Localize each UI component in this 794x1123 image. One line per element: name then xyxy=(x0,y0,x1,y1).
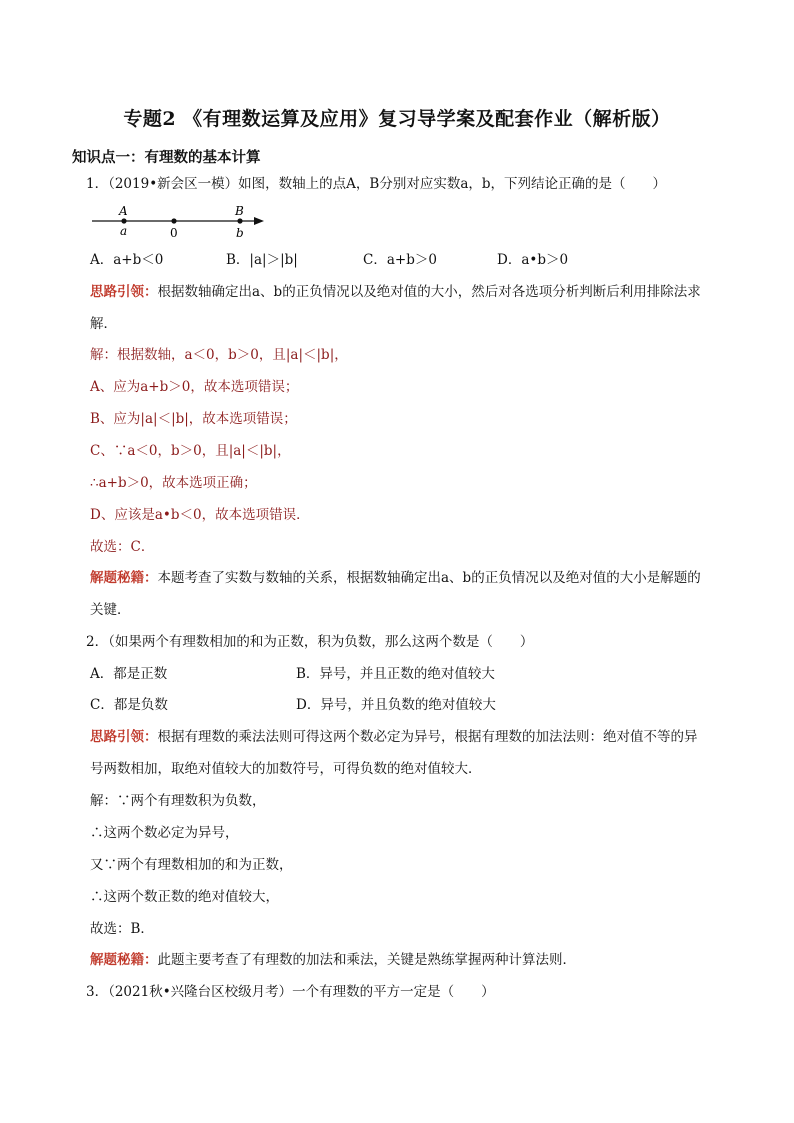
q2-key-label: 解题秘籍： xyxy=(90,952,158,968)
q2-solution-line-5: 故选：B． xyxy=(90,921,154,937)
label-zero: 0 xyxy=(170,226,178,240)
q2-key-line-1 xyxy=(90,950,576,970)
q2-hint-line-1 xyxy=(90,727,698,747)
point-zero-dot xyxy=(171,218,176,223)
label-a: a xyxy=(120,224,128,238)
q1-solution-line-5: ∴a+b＞0，故本选项正确； xyxy=(90,475,257,491)
number-line-arrow xyxy=(254,217,264,225)
q2-hint-label: 思路引领： xyxy=(90,729,158,745)
q2-hint-text-1: 根据有理数的乘法法则可得这两个数必定为异号，根据有理数的加法法则：绝对值不等的异 xyxy=(157,729,698,745)
point-a-dot xyxy=(121,218,126,223)
q1-solution-line-2: A、应为a+b＞0，故本选项错误； xyxy=(90,379,299,395)
q1-option-d: D．a•b＞0 xyxy=(497,252,569,268)
q2-option-c: C．都是负数 xyxy=(90,697,168,713)
q2-option-d: D．异号，并且负数的绝对值较大 xyxy=(296,697,496,713)
label-B: B xyxy=(235,204,244,218)
q2-solution-line-2: ∴这两个数必定为异号， xyxy=(90,825,239,841)
label-A: A xyxy=(119,204,128,218)
section-heading: 知识点一：有理数的基本计算 xyxy=(72,149,261,166)
q1-solution-line-4: C、∵a＜0，b＞0，且|a|＜|b|， xyxy=(90,443,291,459)
q1-option-a: A．a+b＜0 xyxy=(90,252,164,268)
label-b: b xyxy=(236,226,244,240)
q1-hint-label: 思路引领： xyxy=(90,284,158,300)
q1-key-text-1: 本题考查了实数与数轴的关系，根据数轴确定出a、b的正负情况以及绝对值的大小是解题的 xyxy=(157,570,701,586)
number-line-figure xyxy=(88,204,288,240)
q1-option-c: C．a+b＞0 xyxy=(363,252,437,268)
q1-solution-line-6: D、应该是a•b＜0，故本选项错误． xyxy=(90,507,310,523)
q1-hint-line-2: 解． xyxy=(90,316,117,332)
q1-key-label: 解题秘籍： xyxy=(90,570,158,586)
q2-solution-line-3: 又∵两个有理数相加的和为正数， xyxy=(90,857,293,873)
page-title: 专题2 《有理数运算及应用》复习导学案及配套作业（解析版） xyxy=(123,108,671,130)
q1-stem: 1．（2019•新会区一模）如图，数轴上的点A，B分别对应实数a，b，下列结论正确的是（ ） xyxy=(86,176,667,192)
q2-solution-line-1: 解：∵两个有理数积为负数， xyxy=(90,793,266,809)
q1-key-line-1 xyxy=(90,568,701,588)
q3-stem: 3．（2021秋•兴隆台区校级月考）一个有理数的平方一定是（ ） xyxy=(86,984,495,1000)
q1-hint-text-1: 根据数轴确定出a、b的正负情况以及绝对值的大小，然后对各选项分析判断后利用排除法求 xyxy=(157,284,701,300)
q2-option-a: A．都是正数 xyxy=(90,666,168,682)
q2-key-text-1: 此题主要考查了有理数的加法和乘法，关键是熟练掌握两种计算法则． xyxy=(157,952,576,968)
q1-solution-line-1: 解：根据数轴，a＜0，b＞0，且|a|＜|b|， xyxy=(90,347,348,363)
q2-option-b: B．异号，并且正数的绝对值较大 xyxy=(296,666,495,682)
q2-hint-line-2: 号两数相加，取绝对值较大的加数符号，可得负数的绝对值较大． xyxy=(90,761,482,777)
q1-option-b: B．|a|＞|b| xyxy=(226,252,298,268)
q1-hint-line-1 xyxy=(90,282,701,302)
point-b-dot xyxy=(237,218,242,223)
q2-stem: 2．（如果两个有理数相加的和为正数，积为负数，那么这两个数是（ ） xyxy=(86,634,534,650)
q1-solution-line-3: B、应为|a|＜|b|，故本选项错误； xyxy=(90,411,297,427)
q1-solution-line-7: 故选：C． xyxy=(90,539,155,555)
q2-solution-line-4: ∴这两个数正数的绝对值较大， xyxy=(90,889,279,905)
q1-key-line-2: 关键． xyxy=(90,602,131,618)
